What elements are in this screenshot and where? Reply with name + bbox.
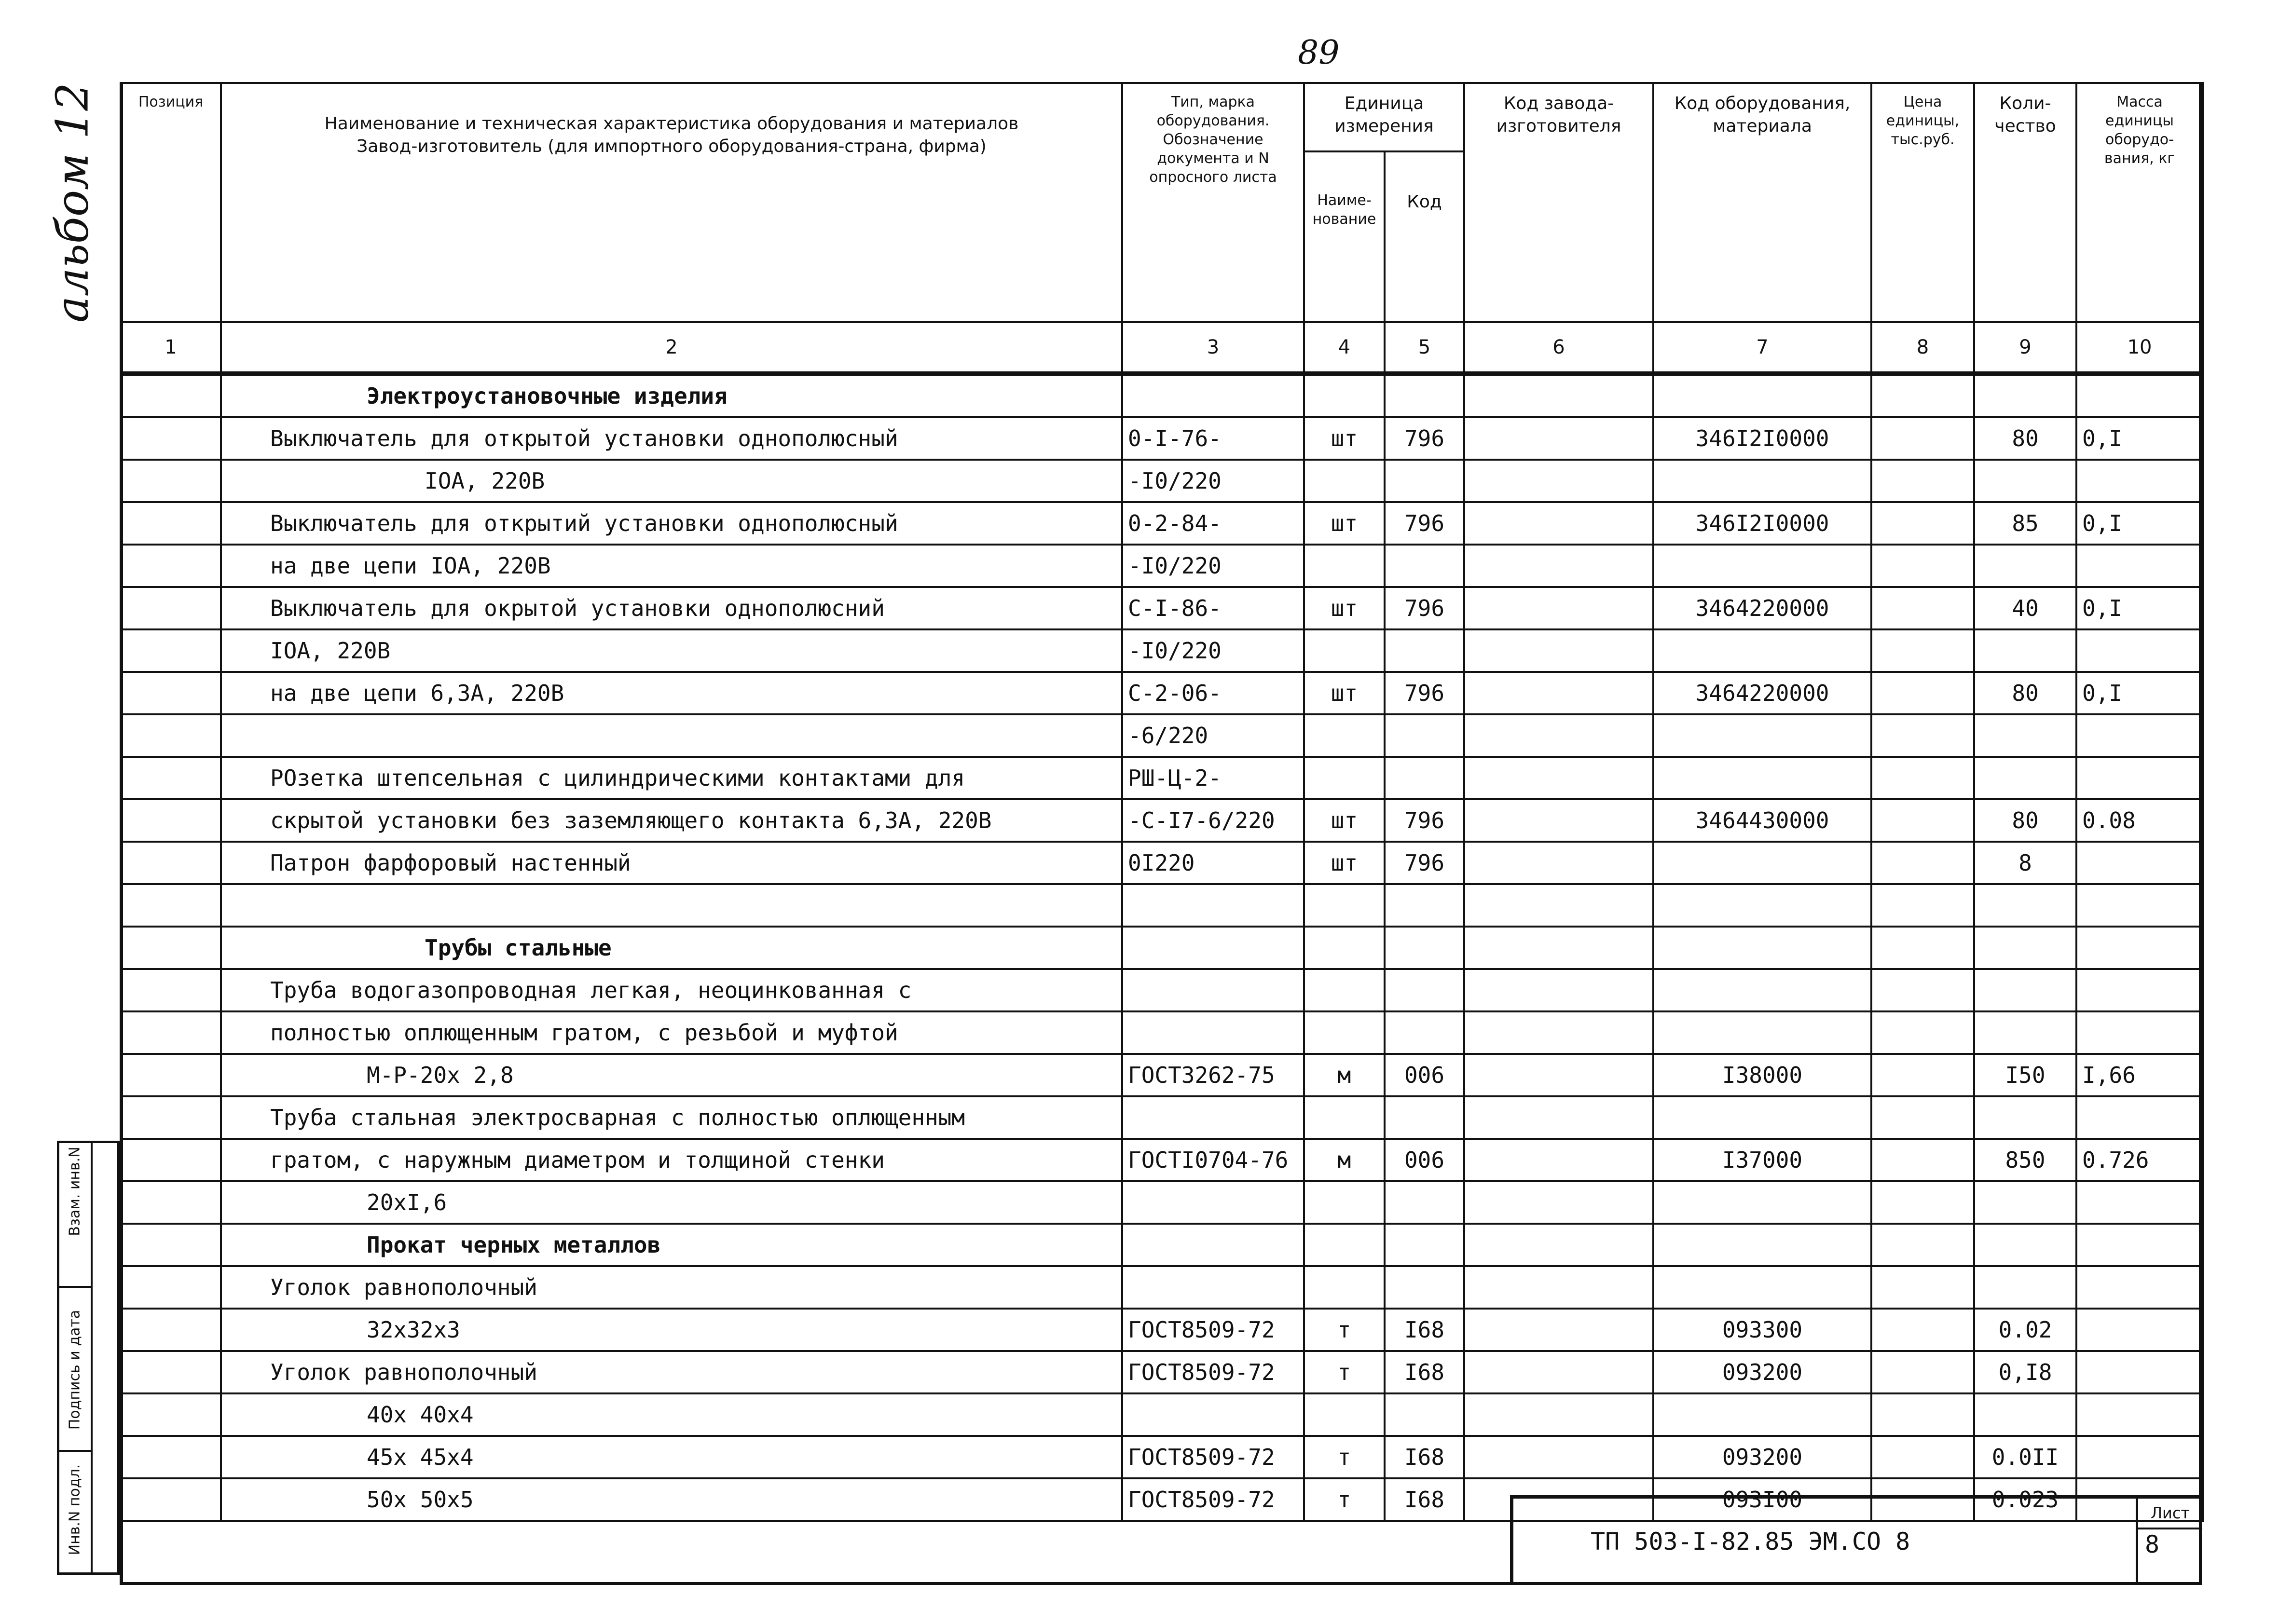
item-type: -С-I7-6/220 <box>1122 799 1304 842</box>
column-number: 10 <box>2076 322 2203 374</box>
column-number: 9 <box>1974 322 2076 374</box>
table-row <box>121 1393 2203 1436</box>
item-type: 0-I-76- <box>1122 417 1304 460</box>
document-code: ТП 503-I-82.85 ЭМ.СО 8 <box>1591 1528 1910 1556</box>
section-heading: Электроустановочные изделия <box>221 374 1122 418</box>
table-row <box>121 799 2203 842</box>
table-row <box>121 1181 2203 1224</box>
item-name: М-Р-20х 2,8 <box>221 1054 1122 1096</box>
item-quantity: 80 <box>1974 672 2076 714</box>
item-name: 32х32х3 <box>221 1309 1122 1351</box>
item-unit-code: 796 <box>1385 799 1464 842</box>
frame-bottom-line <box>120 1582 2202 1585</box>
item-material-code: 093300 <box>1653 1309 1871 1351</box>
item-quantity: 850 <box>1974 1139 2076 1181</box>
item-material-code: 3464220000 <box>1653 672 1871 714</box>
table-row <box>121 545 2203 587</box>
table-row <box>121 417 2203 460</box>
item-unit: шт <box>1304 842 1385 884</box>
item-mass: 0.726 <box>2076 1139 2203 1181</box>
item-unit: т <box>1304 1309 1385 1351</box>
item-unit: т <box>1304 1436 1385 1478</box>
table-row <box>121 842 2203 884</box>
item-name: 50х 50х5 <box>221 1478 1122 1521</box>
item-type: С-2-06- <box>1122 672 1304 714</box>
item-quantity: 0.023 <box>1974 1478 2076 1521</box>
header-row <box>121 83 2203 151</box>
table-row <box>121 1351 2203 1393</box>
sheet-label: Лист <box>2138 1499 2202 1529</box>
item-name: 45х 45х4 <box>221 1436 1122 1478</box>
item-unit: шт <box>1304 672 1385 714</box>
frame-left-line <box>120 82 123 1584</box>
item-name: 20хI,6 <box>221 1181 1122 1224</box>
header-quantity: Коли-чество <box>1974 83 2076 322</box>
table-row <box>121 927 2203 969</box>
header-unit: Единица измерения <box>1304 83 1464 151</box>
header-price: Цена единицы, тыс.руб. <box>1871 83 1974 322</box>
item-type: ГОСТI0704-76 <box>1122 1139 1304 1181</box>
item-name: IOA, 220B <box>221 460 1122 502</box>
item-unit-code: 796 <box>1385 587 1464 629</box>
item-name: Уголок равнополочный <box>221 1266 1122 1309</box>
item-unit-code: I68 <box>1385 1309 1464 1351</box>
table-row <box>121 1224 2203 1266</box>
item-unit: шт <box>1304 587 1385 629</box>
item-unit-code: 006 <box>1385 1054 1464 1096</box>
item-mass: I,66 <box>2076 1054 2203 1096</box>
title-block <box>1510 1495 2199 1582</box>
item-name: на две цепи 6,3А, 220В <box>221 672 1122 714</box>
item-type: РШ-Ц-2- <box>1122 757 1304 799</box>
table-row <box>121 1054 2203 1096</box>
item-type: ГОСТ3262-75 <box>1122 1054 1304 1096</box>
column-number: 5 <box>1385 322 1464 374</box>
item-quantity: 85 <box>1974 502 2076 545</box>
item-material-code: I38000 <box>1653 1054 1871 1096</box>
item-unit-code: I68 <box>1385 1351 1464 1393</box>
table-row <box>121 1139 2203 1181</box>
column-number: 6 <box>1464 322 1653 374</box>
item-quantity: 0,I8 <box>1974 1351 2076 1393</box>
side-stamp <box>57 1141 120 1575</box>
item-unit: т <box>1304 1478 1385 1521</box>
column-number: 1 <box>121 322 221 374</box>
item-name: РОзетка штепсельная с цилиндрическими контактами для <box>221 757 1122 799</box>
item-type: 0-2-84- <box>1122 502 1304 545</box>
side-label-inventory-replace: Взам. инв.N <box>66 1146 83 1236</box>
item-name: Выключатель для открытой установки однополюсный <box>221 417 1122 460</box>
item-mass: 0,I <box>2076 672 2203 714</box>
header-equipment-code: Код оборудования, материала <box>1653 83 1871 322</box>
item-name: 40х 40х4 <box>221 1393 1122 1436</box>
item-unit-code: 796 <box>1385 842 1464 884</box>
item-quantity: 80 <box>1974 799 2076 842</box>
item-mass: 0,I <box>2076 417 2203 460</box>
item-material-code: 3464430000 <box>1653 799 1871 842</box>
column-number: 7 <box>1653 322 1871 374</box>
sheet-number: 8 <box>2145 1530 2160 1558</box>
page-number: 89 <box>1298 34 1340 72</box>
column-number: 3 <box>1122 322 1304 374</box>
item-unit-code: 006 <box>1385 1139 1464 1181</box>
table-row <box>121 374 2203 418</box>
item-quantity: 0.0II <box>1974 1436 2076 1478</box>
item-name: скрытой установки без заземляющего контакта 6,3А, 220В <box>221 799 1122 842</box>
item-quantity: 0.02 <box>1974 1309 2076 1351</box>
item-type: -I0/220 <box>1122 545 1304 587</box>
header-position: Позиция <box>121 83 221 322</box>
table-row <box>121 629 2203 672</box>
table-row <box>121 969 2203 1011</box>
item-type: ГОСТ8509-72 <box>1122 1478 1304 1521</box>
header-unit-code: Код <box>1385 151 1464 322</box>
item-name: IOA, 220B <box>221 629 1122 672</box>
table-row <box>121 884 2203 927</box>
item-name: на две цепи IOA, 220B <box>221 545 1122 587</box>
side-label-signature-date: Подпись и дата <box>66 1310 83 1430</box>
table-row <box>121 714 2203 757</box>
item-type: ГОСТ8509-72 <box>1122 1351 1304 1393</box>
item-type: ГОСТ8509-72 <box>1122 1436 1304 1478</box>
item-unit-code: 796 <box>1385 672 1464 714</box>
table-row <box>121 1436 2203 1478</box>
header-name: Наименование и техническая характеристика оборудования и материалов Завод-изготовитель (для импортного оборудования-страна, фирма) <box>221 83 1122 322</box>
item-name: гратом, с наружным диаметром и толщиной стенки <box>221 1139 1122 1181</box>
item-unit-code: 796 <box>1385 417 1464 460</box>
item-mass: 0.08 <box>2076 799 2203 842</box>
item-name: Уголок равнополочный <box>221 1351 1122 1393</box>
item-unit-code: 796 <box>1385 502 1464 545</box>
item-name: полностью оплющенным гратом, с резьбой и муфтой <box>221 1011 1122 1054</box>
item-unit: шт <box>1304 417 1385 460</box>
item-unit: м <box>1304 1054 1385 1096</box>
item-type: -I0/220 <box>1122 460 1304 502</box>
column-number: 4 <box>1304 322 1385 374</box>
item-quantity: I50 <box>1974 1054 2076 1096</box>
table-row <box>121 587 2203 629</box>
header-type: Тип, марка оборудования. Обозначение документа и N опросного листа <box>1122 83 1304 322</box>
side-label-inventory-original: Инв.N подл. <box>66 1464 83 1556</box>
header-unit-name: Наиме-нование <box>1304 151 1385 322</box>
item-unit: шт <box>1304 799 1385 842</box>
item-type: С-I-86- <box>1122 587 1304 629</box>
item-material-code: 346I2I0000 <box>1653 502 1871 545</box>
section-heading: Трубы стальные <box>221 927 1122 969</box>
item-mass: 0,I <box>2076 587 2203 629</box>
item-name: Труба водогазопроводная легкая, неоцинкованная с <box>221 969 1122 1011</box>
specification-table <box>120 82 2204 1522</box>
item-type: -6/220 <box>1122 714 1304 757</box>
table-row <box>121 757 2203 799</box>
item-quantity: 80 <box>1974 417 2076 460</box>
item-unit: шт <box>1304 502 1385 545</box>
album-label: альбом 12 <box>46 82 98 323</box>
table-row <box>121 672 2203 714</box>
sheet-box <box>2136 1499 2202 1582</box>
table-row <box>121 460 2203 502</box>
item-unit: т <box>1304 1351 1385 1393</box>
item-material-code: 093200 <box>1653 1436 1871 1478</box>
item-name: Выключатель для окрытой установки однополюсний <box>221 587 1122 629</box>
side-stamp-divider <box>91 1143 93 1572</box>
table-row <box>121 1011 2203 1054</box>
column-number: 8 <box>1871 322 1974 374</box>
header-maker-code: Код завода-изготовителя <box>1464 83 1653 322</box>
item-unit-code: I68 <box>1385 1436 1464 1478</box>
item-name: Труба стальная электросварная с полностью оплющенным <box>221 1096 1122 1139</box>
item-material-code: 093200 <box>1653 1351 1871 1393</box>
item-type: -I0/220 <box>1122 629 1304 672</box>
item-unit-code: I68 <box>1385 1478 1464 1521</box>
item-type: ГОСТ8509-72 <box>1122 1309 1304 1351</box>
table-row <box>121 1309 2203 1351</box>
item-mass: 0,I <box>2076 502 2203 545</box>
column-numbers-row <box>121 322 2203 374</box>
item-name: Выключатель для открытий установки однополюсный <box>221 502 1122 545</box>
item-material-code: 093I00 <box>1653 1478 1871 1521</box>
item-type: 0I220 <box>1122 842 1304 884</box>
item-material-code: I37000 <box>1653 1139 1871 1181</box>
table-row <box>121 1096 2203 1139</box>
item-quantity: 40 <box>1974 587 2076 629</box>
column-number: 2 <box>221 322 1122 374</box>
item-material-code: 346I2I0000 <box>1653 417 1871 460</box>
section-heading: Прокат черных металлов <box>221 1224 1122 1266</box>
frame-right-line <box>2199 82 2202 1584</box>
item-material-code: 3464220000 <box>1653 587 1871 629</box>
item-quantity: 8 <box>1974 842 2076 884</box>
item-unit: м <box>1304 1139 1385 1181</box>
header-mass: Масса единицы оборудо-вания, кг <box>2076 83 2203 322</box>
table-row <box>121 1266 2203 1309</box>
item-name: Патрон фарфоровый настенный <box>221 842 1122 884</box>
table-row <box>121 502 2203 545</box>
